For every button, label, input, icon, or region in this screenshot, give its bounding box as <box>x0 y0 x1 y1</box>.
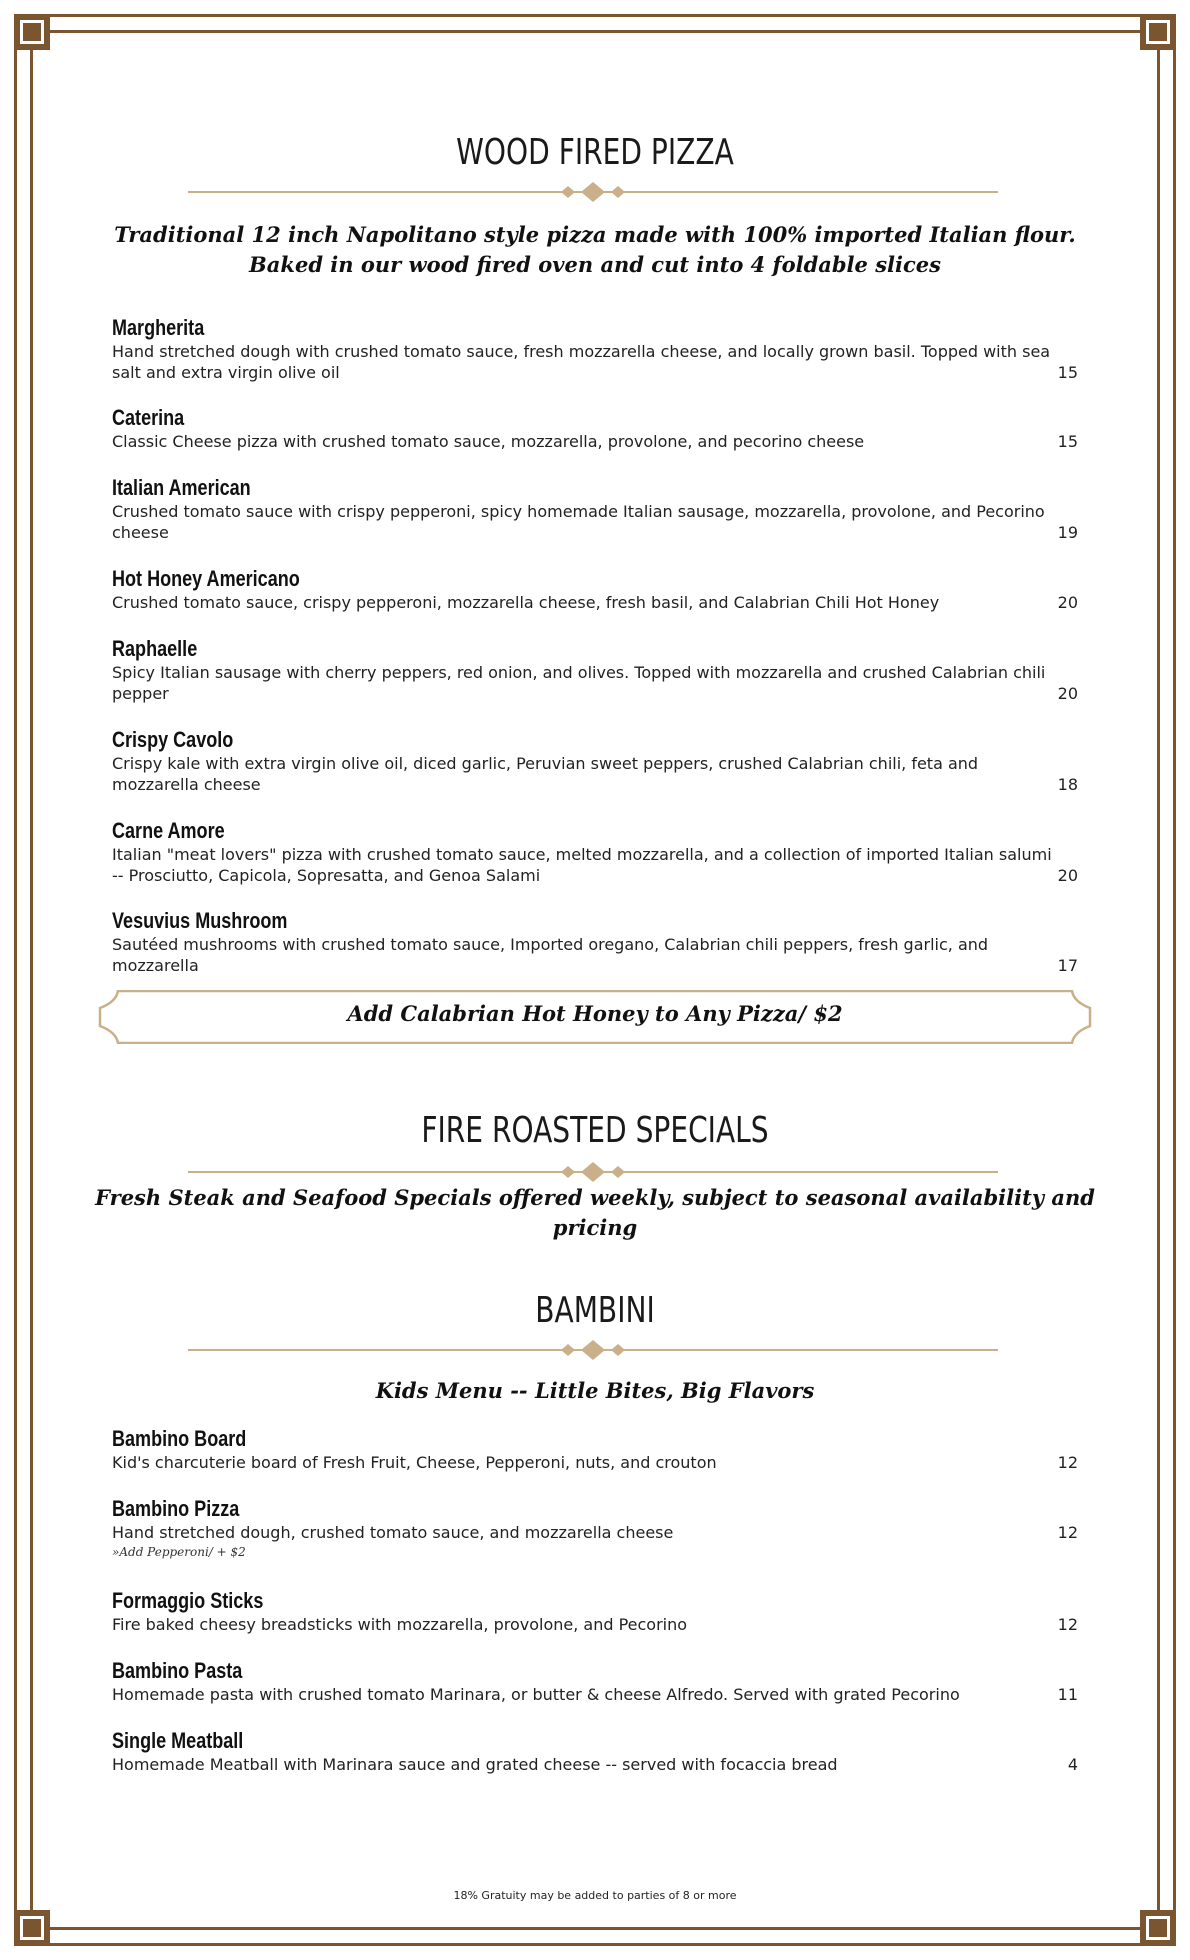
menu-item <box>112 1426 1078 1473</box>
menu-item <box>112 1496 1078 1559</box>
menu-item <box>112 405 1078 452</box>
bambini-subtitle: Kids Menu -- Little Bites, Big Flavors <box>375 1378 815 1403</box>
corner-ornament <box>14 14 50 50</box>
ornament-divider <box>188 182 998 202</box>
item-price: 20 <box>1057 593 1078 612</box>
item-description: Crushed tomato sauce with crispy pepperoni, spicy homemade Italian sausage, mozzarella, provolone, and Pecorino cheese <box>112 502 1045 542</box>
ornament-divider <box>188 1162 998 1182</box>
menu-item <box>112 1588 1078 1635</box>
item-name: Crispy Cavolo <box>112 727 234 752</box>
item-name: Margherita <box>112 315 205 340</box>
menu-item <box>112 727 1078 795</box>
item-name: Carne Amore <box>112 818 225 843</box>
item-price: 12 <box>1057 1615 1078 1634</box>
specials-section-title: FIRE ROASTED SPECIALS <box>421 1110 769 1151</box>
bambini-section-title: BAMBINI <box>535 1290 655 1331</box>
ornament-divider <box>188 1340 998 1360</box>
item-price: 4 <box>1067 1755 1078 1774</box>
item-price: 18 <box>1057 775 1078 794</box>
corner-ornament <box>14 1910 50 1946</box>
item-description: Homemade pasta with crushed tomato Marinara, or butter & cheese Alfredo. Served with grated Pecorino <box>112 1685 960 1704</box>
item-price: 15 <box>1057 432 1078 451</box>
gratuity-note: 18% Gratuity may be added to parties of 8 or more <box>453 1889 737 1902</box>
item-name: Bambino Pasta <box>112 1658 243 1683</box>
item-name: Single Meatball <box>112 1728 244 1753</box>
menu-item <box>112 1728 1078 1775</box>
menu-item <box>112 475 1078 543</box>
menu-item <box>112 1658 1078 1705</box>
item-description: Crispy kale with extra virgin olive oil, diced garlic, Peruvian sweet peppers, crushed Calabrian chili, feta and mozzarella cheese <box>112 754 979 794</box>
item-name: Bambino Pizza <box>112 1496 240 1521</box>
item-description: Spicy Italian sausage with cherry peppers, red onion, and olives. Topped with mozzarella and crushed Calabrian chili pepper <box>112 663 1046 703</box>
corner-ornament <box>1140 14 1176 50</box>
item-price: 20 <box>1057 684 1078 703</box>
menu-item <box>112 818 1078 886</box>
item-price: 15 <box>1057 363 1078 382</box>
item-price: 17 <box>1057 956 1078 975</box>
item-price: 12 <box>1057 1453 1078 1472</box>
item-price: 20 <box>1057 866 1078 885</box>
menu-item <box>112 636 1078 704</box>
item-description: Crushed tomato sauce, crispy pepperoni, mozzarella cheese, fresh basil, and Calabrian Chili Hot Honey <box>112 593 940 612</box>
item-description: Kid's charcuterie board of Fresh Fruit, Cheese, Pepperoni, nuts, and crouton <box>112 1453 717 1472</box>
item-name: Bambino Board <box>112 1426 247 1451</box>
item-addon: »Add Pepperoni/ + $2 <box>112 1545 246 1559</box>
specials-subtitle: Fresh Steak and Seafood Specials offered weekly, subject to seasonal availability and pricing <box>95 1185 1095 1240</box>
item-description: Hand stretched dough with crushed tomato sauce, fresh mozzarella cheese, and locally grown basil. Topped with sea salt and extra virgin olive oil <box>112 342 1051 382</box>
item-name: Italian American <box>112 475 251 500</box>
item-description: Classic Cheese pizza with crushed tomato sauce, mozzarella, provolone, and pecorino cheese <box>112 432 865 451</box>
menu-item <box>112 315 1078 383</box>
item-description: Sautéed mushrooms with crushed tomato sauce, Imported oregano, Calabrian chili peppers, fresh garlic, and mozzarella <box>112 935 989 975</box>
pizza-section-title: WOOD FIRED PIZZA <box>456 132 734 173</box>
hot-honey-banner: Add Calabrian Hot Honey to Any Pizza/ $2 <box>347 1001 843 1026</box>
item-name: Formaggio Sticks <box>112 1588 264 1613</box>
item-description: Italian "meat lovers" pizza with crushed tomato sauce, melted mozzarella, and a collection of imported Italian salumi -- Prosciutto, Capicola, Sopresatta, and Genoa Salami <box>112 845 1052 885</box>
item-description: Fire baked cheesy breadsticks with mozzarella, provolone, and Pecorino <box>112 1615 688 1634</box>
item-description: Homemade Meatball with Marinara sauce and grated cheese -- served with focaccia bread <box>112 1755 838 1774</box>
item-name: Caterina <box>112 405 185 430</box>
item-price: 19 <box>1057 523 1078 542</box>
item-price: 11 <box>1057 1685 1078 1704</box>
item-name: Vesuvius Mushroom <box>112 908 288 933</box>
item-name: Raphaelle <box>112 636 198 661</box>
menu-item <box>112 908 1078 976</box>
pizza-subtitle: Traditional 12 inch Napolitano style pizza made with 100% imported Italian flour. Baked in our wood fired oven and cut into 4 foldable slices <box>114 222 1076 277</box>
item-description: Hand stretched dough, crushed tomato sauce, and mozzarella cheese <box>112 1523 674 1542</box>
corner-ornament <box>1140 1910 1176 1946</box>
menu-item <box>112 566 1078 613</box>
item-price: 12 <box>1057 1523 1078 1542</box>
item-name: Hot Honey Americano <box>112 566 300 591</box>
